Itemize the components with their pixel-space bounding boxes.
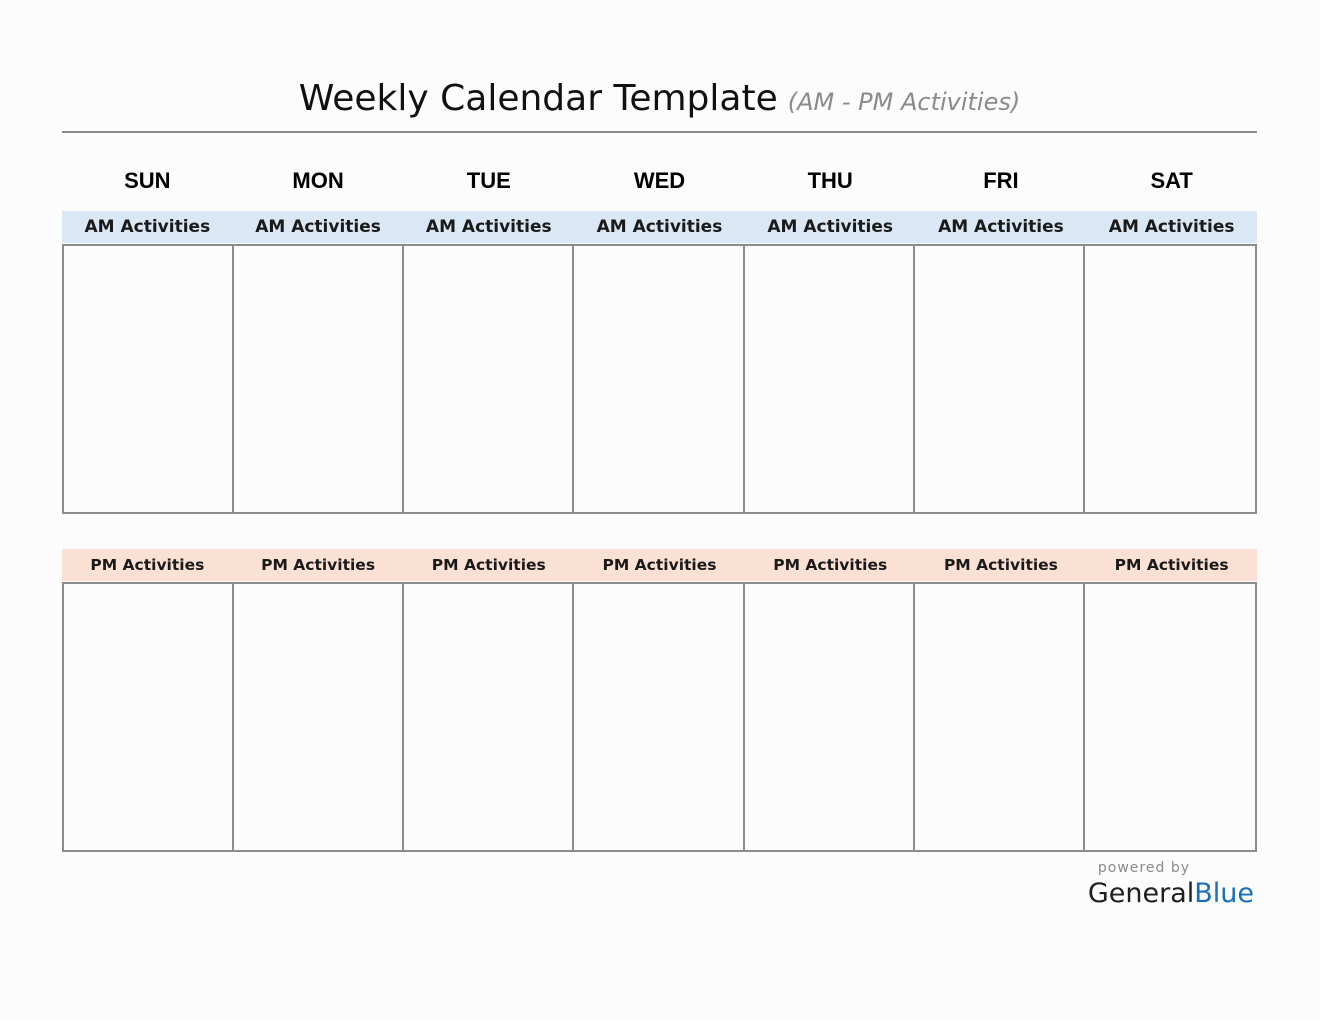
- title-divider: [62, 131, 1257, 133]
- powered-by-text: powered by: [1097, 860, 1190, 876]
- pm-label-sat: PM Activities: [1114, 556, 1229, 574]
- brand-name-general: General: [1087, 878, 1195, 909]
- am-label-thu: AM Activities: [767, 217, 894, 237]
- am-cell-sun[interactable]: [64, 246, 234, 512]
- day-header-mon: MON: [292, 168, 344, 193]
- am-label-wed: AM Activities: [596, 217, 723, 237]
- brand-name-blue: Blue: [1194, 878, 1254, 909]
- am-label-sun: AM Activities: [84, 217, 211, 237]
- pm-activities-grid: [62, 582, 1257, 852]
- pm-cell-thu[interactable]: [745, 584, 915, 850]
- brand-logo: [1054, 860, 1254, 909]
- am-cell-tue[interactable]: [404, 246, 574, 512]
- am-cell-mon[interactable]: [234, 246, 404, 512]
- day-header-wed: WED: [633, 168, 686, 193]
- pm-cell-wed[interactable]: [574, 584, 744, 850]
- pm-label-thu: PM Activities: [773, 556, 888, 574]
- day-header-row: [62, 168, 1257, 202]
- am-label-sat: AM Activities: [1108, 217, 1235, 237]
- day-header-sun: SUN: [124, 168, 171, 193]
- pm-label-fri: PM Activities: [943, 556, 1058, 574]
- am-label-fri: AM Activities: [938, 217, 1064, 237]
- am-label-tue: AM Activities: [425, 217, 552, 237]
- pm-label-mon: PM Activities: [261, 556, 376, 574]
- am-label-mon: AM Activities: [255, 217, 381, 237]
- brand-name: [1054, 878, 1254, 909]
- pm-cell-mon[interactable]: [234, 584, 404, 850]
- pm-cell-sun[interactable]: [64, 584, 234, 850]
- pm-cell-tue[interactable]: [404, 584, 574, 850]
- day-header-tue: TUE: [466, 168, 511, 193]
- pm-label-wed: PM Activities: [602, 556, 717, 574]
- title-subtitle: (AM - PM Activities): [787, 88, 1021, 116]
- title-main: Weekly Calendar Template: [298, 78, 778, 119]
- pm-label-tue: PM Activities: [431, 556, 546, 574]
- pm-label-sun: PM Activities: [90, 556, 205, 574]
- am-activities-band: [62, 211, 1257, 243]
- pm-activities-band: [62, 549, 1257, 581]
- am-cell-thu[interactable]: [745, 246, 915, 512]
- day-header-fri: FRI: [983, 168, 1019, 193]
- am-activities-grid: [62, 244, 1257, 514]
- am-cell-sat[interactable]: [1085, 246, 1255, 512]
- am-cell-fri[interactable]: [915, 246, 1085, 512]
- day-header-thu: THU: [807, 168, 853, 193]
- pm-cell-sat[interactable]: [1085, 584, 1255, 850]
- page-title: [62, 78, 1257, 128]
- pm-cell-fri[interactable]: [915, 584, 1085, 850]
- day-header-sat: SAT: [1150, 168, 1193, 193]
- am-cell-wed[interactable]: [574, 246, 744, 512]
